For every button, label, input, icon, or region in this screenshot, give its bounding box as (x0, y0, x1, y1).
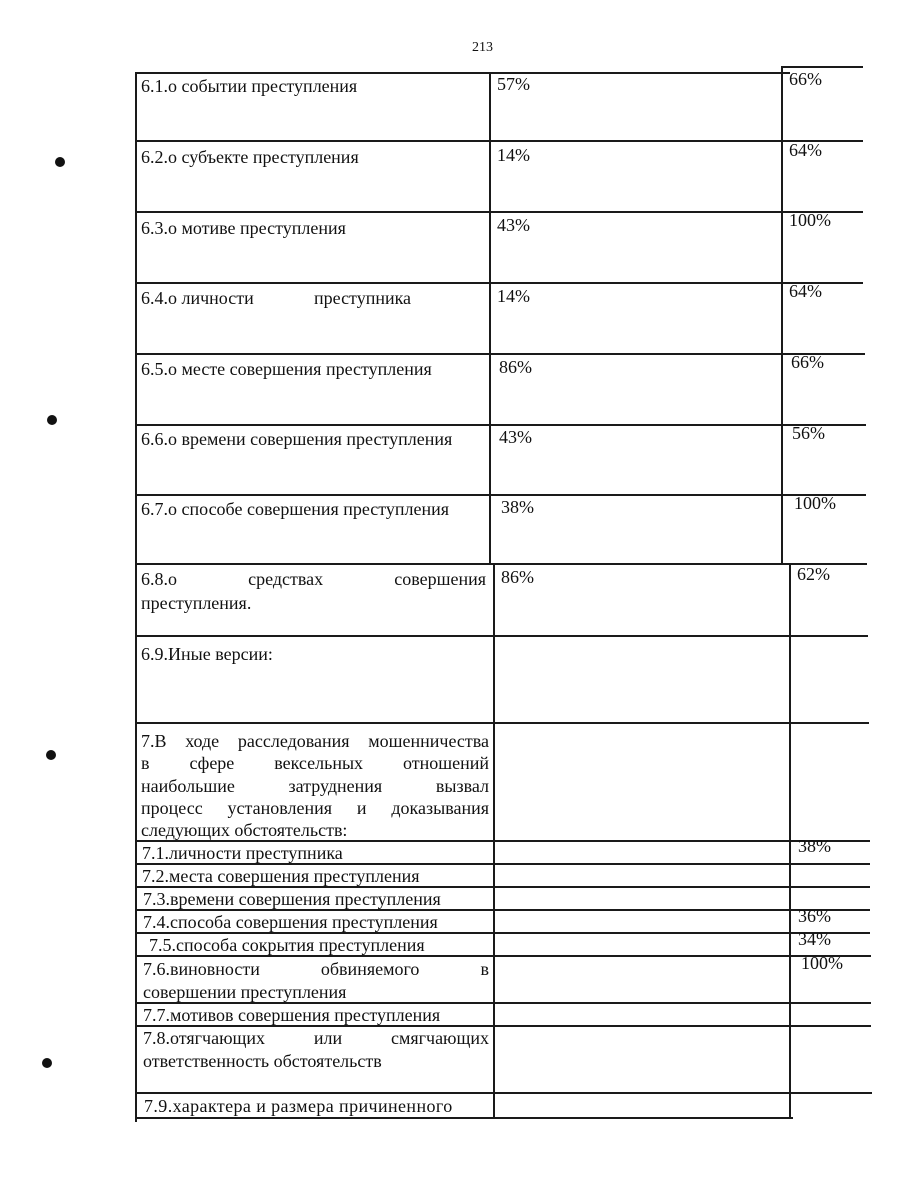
table-row-border (135, 1117, 793, 1119)
page-number: 213 (472, 40, 493, 55)
row-label: наибольшие затруднения вызвал (141, 776, 489, 796)
row-value-col3: 64% (789, 140, 822, 160)
row-value-col2: 43% (499, 427, 532, 447)
row-value-col3: 38% (798, 836, 831, 856)
table-row-border (135, 140, 863, 142)
row-value-col3: 62% (797, 564, 830, 584)
row-value-col3: 66% (789, 69, 822, 89)
row-label: 6.3.о мотиве преступления (141, 218, 346, 238)
table-row-border (781, 66, 863, 68)
row-label: следующих обстоятельств: (141, 820, 348, 840)
row-value-col3: 36% (798, 906, 831, 926)
row-value-col3: 64% (789, 281, 822, 301)
row-value-col2: 57% (497, 74, 530, 94)
row-label: преступления. (141, 593, 252, 613)
row-label: 7.3.времени совершения преступления (143, 889, 441, 909)
margin-dot (46, 750, 56, 760)
row-label: 7.2.места совершения преступления (142, 866, 420, 886)
row-label: 7.6.виновности обвиняемого в (143, 959, 489, 979)
row-label: преступника (314, 288, 412, 308)
row-value-col2: 14% (497, 145, 530, 165)
margin-dot (42, 1058, 52, 1068)
row-label: ответственность обстоятельств (143, 1051, 382, 1071)
table-row-border (135, 211, 863, 213)
row-label: 6.5.о месте совершения преступления (141, 359, 432, 379)
margin-dot (55, 157, 65, 167)
table-row-border (135, 353, 865, 355)
row-value-col3: 100% (801, 953, 843, 973)
row-label: 7.4.способа совершения преступления (143, 912, 438, 932)
row-value-col3: 66% (791, 352, 824, 372)
row-label: 6.8.о средствах совершения (141, 569, 486, 589)
row-value-col3: 34% (798, 929, 831, 949)
row-label: 6.9.Иные версии: (141, 644, 273, 664)
row-label: 7.8.отягчающих или смягчающих (143, 1028, 489, 1048)
table-row-border (135, 563, 867, 565)
table-border-left (135, 72, 137, 1122)
row-value-col2: 86% (499, 357, 532, 377)
table-row-border (135, 72, 790, 74)
row-label: 6.2.о субъекте преступления (141, 147, 359, 167)
row-label: 6.1.о событии преступления (141, 76, 358, 96)
table-row-border (135, 282, 863, 284)
row-label: 7.5.способа сокрытия преступления (149, 935, 425, 955)
row-label: 7.1.личности преступника (142, 843, 343, 863)
row-value-col2: 86% (501, 567, 534, 587)
row-value-col3: 56% (792, 423, 825, 443)
row-label: 6.4.о личности (141, 288, 254, 308)
row-value-col2: 43% (497, 215, 530, 235)
row-value-col3: 100% (794, 493, 836, 513)
row-value-col2: 14% (497, 286, 530, 306)
row-label: в сфере вексельных отношений (141, 753, 489, 773)
table-row-border (135, 635, 868, 637)
row-label: процесс установления и доказывания (141, 798, 489, 818)
row-label: совершении преступления (143, 982, 347, 1002)
table-row-border (135, 424, 866, 426)
row-label: 7.7.мотивов совершения преступления (143, 1005, 441, 1025)
row-label: 7.9.характера и размера причиненного (144, 1096, 453, 1116)
row-label: 6.6.о времени совершения преступления (141, 429, 453, 449)
row-label: 6.7.о способе совершения преступления (141, 499, 450, 519)
table-row-border (135, 1092, 872, 1094)
row-value-col3: 100% (789, 210, 831, 230)
table-row-border (135, 494, 866, 496)
margin-dot (47, 415, 57, 425)
table-divider-col2 (489, 72, 491, 563)
row-label: 7.В ходе расследования мошенничества (141, 731, 489, 751)
row-value-col2: 38% (501, 497, 534, 517)
table-row-border (135, 722, 869, 724)
